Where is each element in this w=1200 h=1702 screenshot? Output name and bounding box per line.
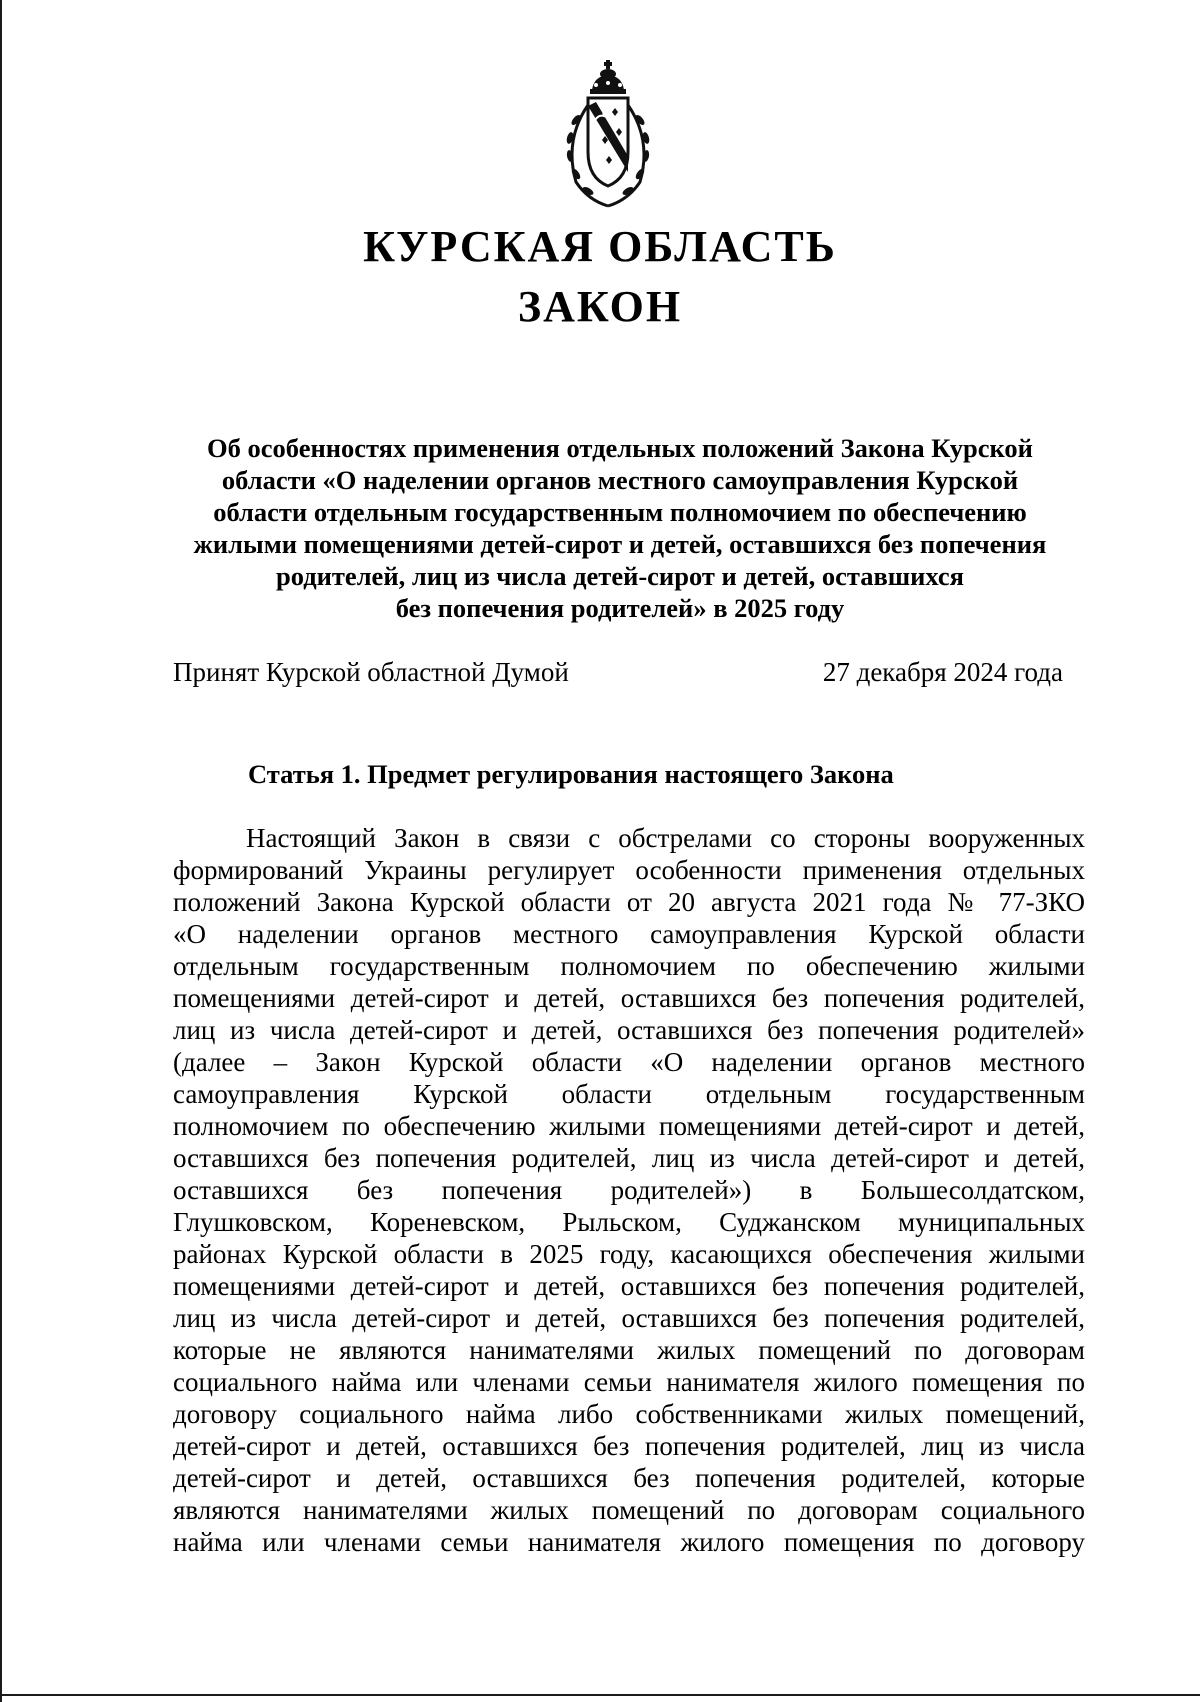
law-title-line: жилыми помещениями детей-сирот и детей, оставшихся без попечения <box>193 529 1047 559</box>
article-line: (далее – Закон Курской области «О наделении органов местного <box>173 1047 1085 1077</box>
adoption-date: 27 декабря 2024 года <box>822 657 1063 687</box>
article-line: договору социального найма либо собственниками жилых помещений, <box>173 1399 1085 1429</box>
article-line: полномочием по обеспечению жилыми помещениями детей-сирот и детей, <box>173 1111 1085 1141</box>
article-line: «О наделении органов местного самоуправления Курской области <box>173 919 1085 949</box>
coat-of-arms-emblem <box>558 60 658 210</box>
article-heading: Статья 1. Предмет регулирования настоящего Закона <box>248 759 894 789</box>
article-line: положений Закона Курской области от 20 августа 2021 года № 77-ЗКО <box>173 887 1085 917</box>
region-title: КУРСКАЯ ОБЛАСТЬ <box>363 222 837 271</box>
article-line: отдельным государственным полномочием по обеспечению жилыми <box>173 951 1085 981</box>
article-line: лиц из числа детей-сирот и детей, оставшихся без попечения родителей» <box>173 1015 1085 1045</box>
adopted-by-text: Принят Курской областной Думой <box>173 657 569 687</box>
article-line: являются нанимателями жилых помещений по договорам социального <box>173 1495 1085 1525</box>
article-line: формирований Украины регулирует особенности применения отдельных <box>173 855 1085 885</box>
article-line: детей-сирот и детей, оставшихся без попечения родителей, лиц из числа <box>173 1431 1085 1461</box>
article-line: Настоящий Закон в связи с обстрелами со стороны вооруженных <box>246 823 1085 853</box>
article-line: оставшихся без попечения родителей») в Большесолдатском, <box>173 1175 1085 1205</box>
article-line: социального найма или членами семьи нанимателя жилого помещения по <box>173 1367 1085 1397</box>
law-title-line: Об особенностях применения отдельных положений Закона Курской <box>207 433 1033 463</box>
article-line: найма или членами семьи нанимателя жилого помещения по договору <box>173 1527 1085 1557</box>
article-line: лиц из числа детей-сирот и детей, оставшихся без попечения родителей, <box>173 1303 1085 1333</box>
article-line: которые не являются нанимателями жилых помещений по договорам <box>173 1335 1085 1365</box>
law-title-line: родителей, лиц из числа детей-сирот и детей, оставшихся <box>276 561 964 591</box>
scan-edge-bottom <box>0 1694 1200 1696</box>
law-title <box>150 432 1090 624</box>
law-title-line: области «О наделении органов местного самоуправления Курской <box>221 465 1019 495</box>
article-line: помещениями детей-сирот и детей, оставшихся без попечения родителей, <box>173 1271 1085 1301</box>
article-line: Глушковском, Кореневском, Рыльском, Суджанском муниципальных <box>173 1207 1085 1237</box>
law-title-line: области отдельным государственным полномочием по обеспечению <box>213 497 1027 527</box>
article-body <box>173 822 1085 1558</box>
article-line: самоуправления Курской области отдельным государственным <box>173 1079 1085 1109</box>
article-line: районах Курской области в 2025 году, касающихся обеспечения жилыми <box>173 1239 1085 1269</box>
law-title-line: без попечения родителей» в 2025 году <box>395 593 845 623</box>
document-type-title: ЗАКОН <box>517 282 683 331</box>
article-line: помещениями детей-сирот и детей, оставшихся без попечения родителей, <box>173 983 1085 1013</box>
article-line: детей-сирот и детей, оставшихся без попечения родителей, которые <box>173 1463 1085 1493</box>
article-line: оставшихся без попечения родителей, лиц из числа детей-сирот и детей, <box>173 1143 1085 1173</box>
